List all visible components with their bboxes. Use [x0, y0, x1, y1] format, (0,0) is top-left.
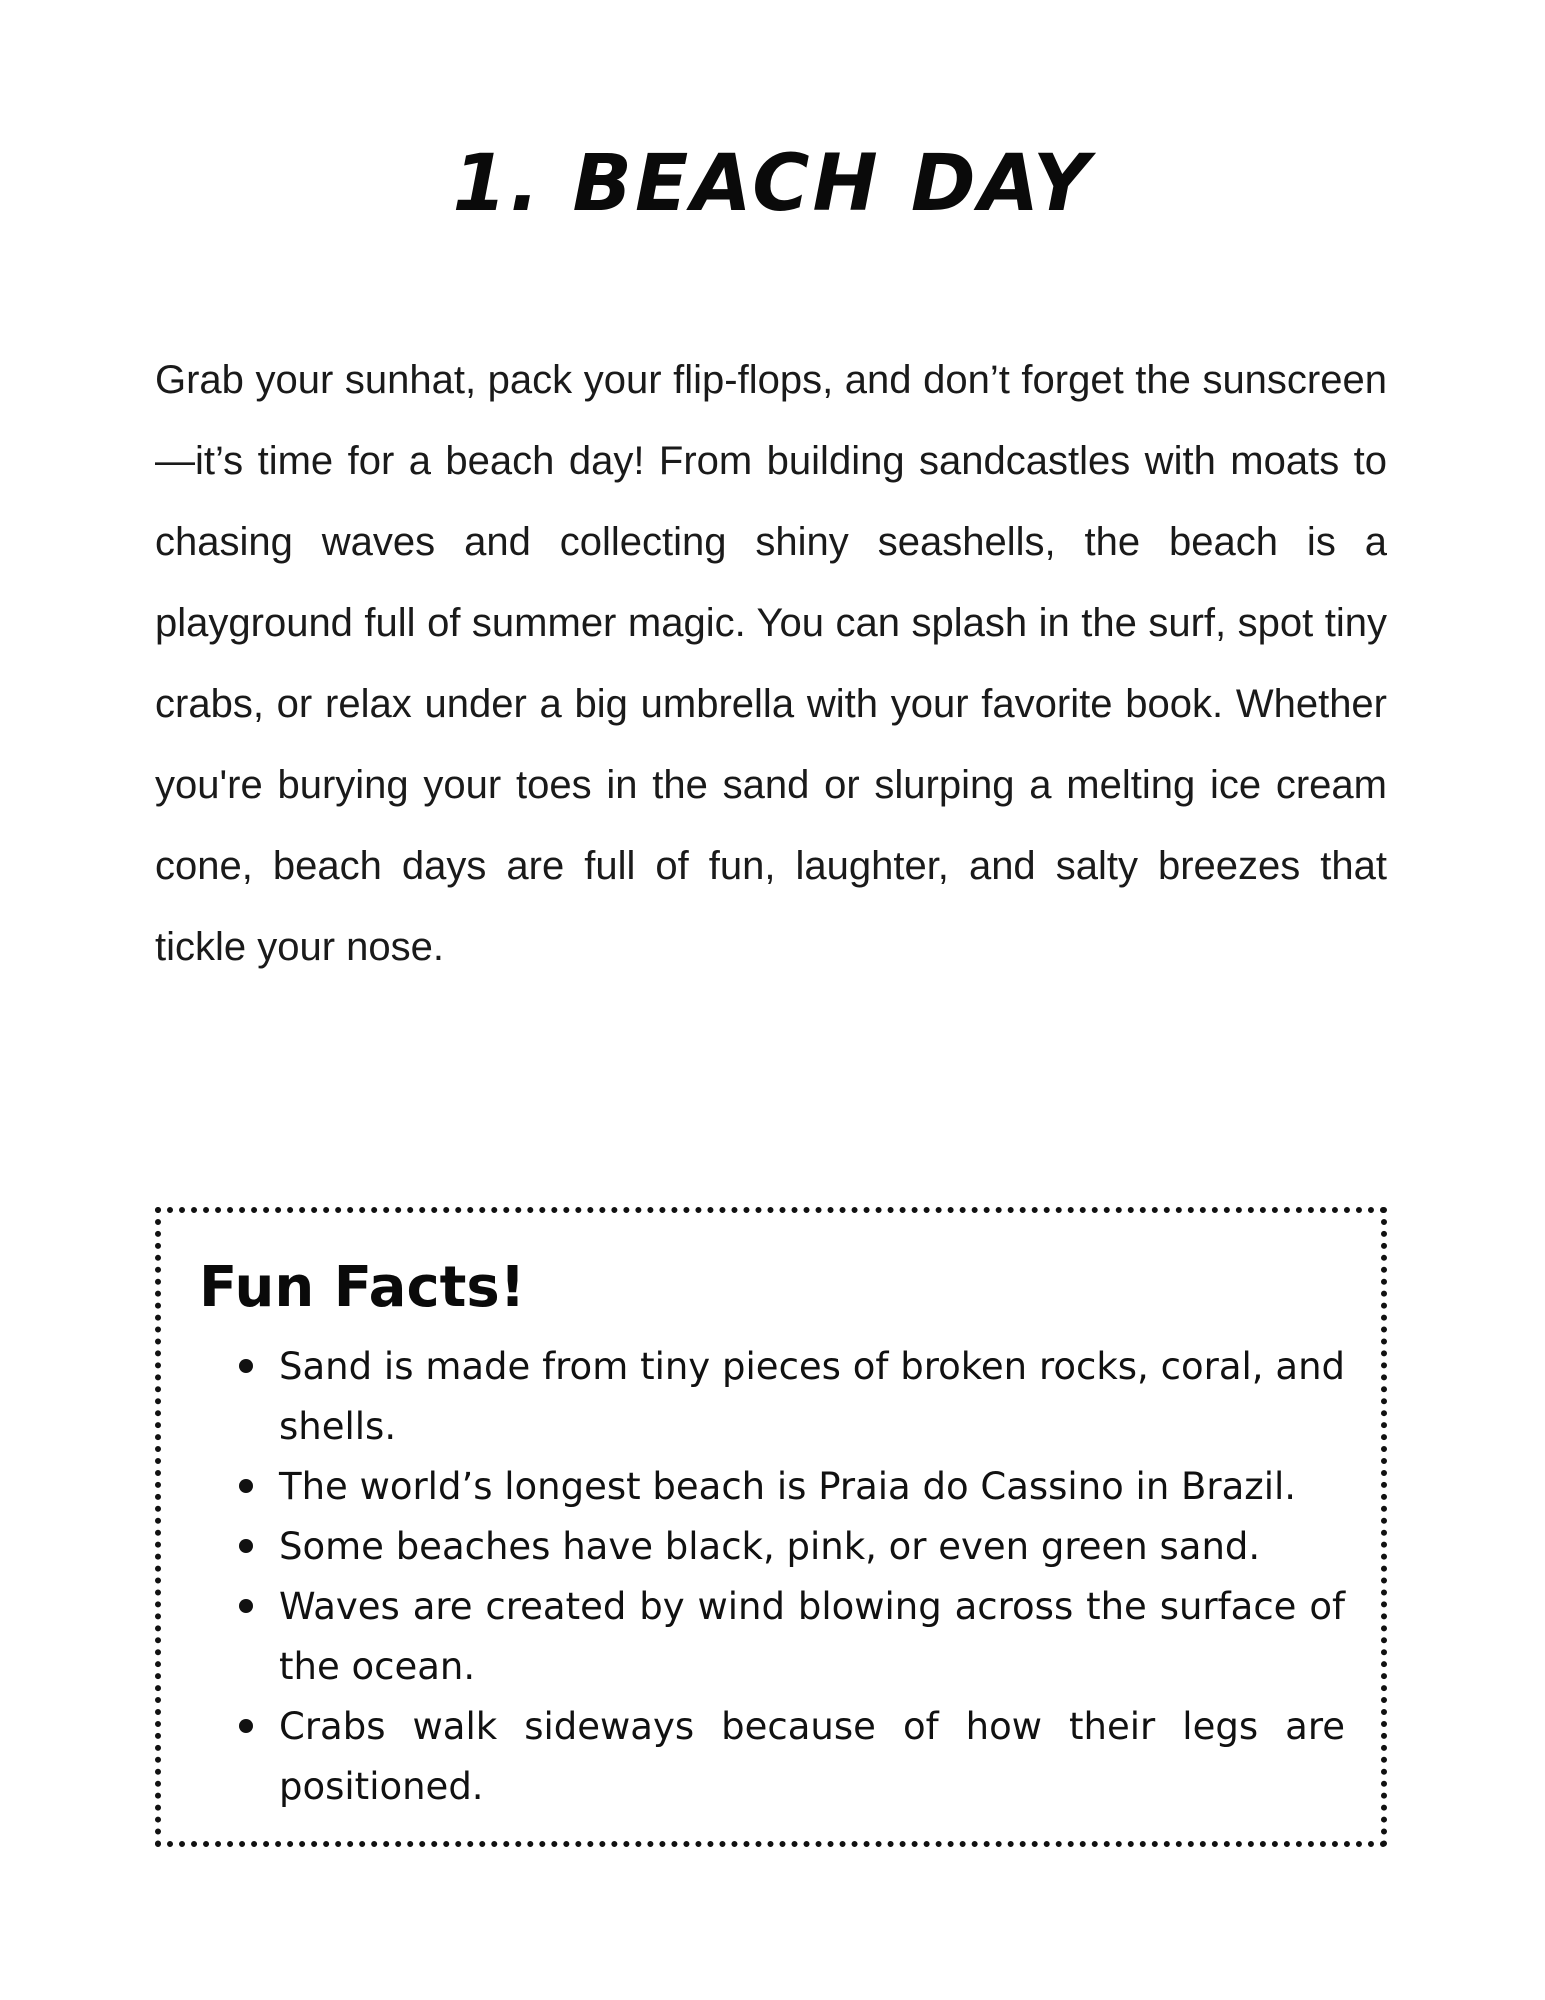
bullet-icon — [239, 1599, 253, 1613]
fun-fact-text: Waves are created by wind blowing across the surface of the ocean. — [279, 1585, 1345, 1688]
fun-fact-item — [279, 1517, 1345, 1577]
bullet-icon — [239, 1539, 253, 1553]
bullet-icon — [239, 1359, 253, 1373]
fun-facts-list — [199, 1337, 1345, 1817]
fun-fact-text: The world’s longest beach is Praia do Cassino in Brazil. — [279, 1465, 1297, 1508]
fun-fact-item — [279, 1697, 1345, 1817]
fun-fact-item — [279, 1337, 1345, 1457]
bullet-icon — [239, 1479, 253, 1493]
page-title: 1. BEACH DAY — [452, 139, 1093, 229]
bullet-icon — [239, 1719, 253, 1733]
fun-fact-item — [279, 1457, 1345, 1517]
fun-fact-item — [279, 1577, 1345, 1697]
fun-facts-heading: Fun Facts! — [199, 1255, 526, 1320]
fun-fact-text: Some beaches have black, pink, or even green sand. — [279, 1525, 1261, 1568]
fun-fact-text: Sand is made from tiny pieces of broken rocks, coral, and shells. — [279, 1345, 1345, 1448]
intro-paragraph: Grab your sunhat, pack your flip-flops, and don’t forget the sunscreen—it’s time for a beach day! From building sandcastles with moats to chasing waves and collecting shiny seashells, the beach is a playground full of summer magic. You can splash in the surf, spot tiny crabs, or relax under a big umbrella with your favorite book. Whether you're burying your toes in the sand or slurping a melting ice cream cone, beach days are full of fun, laughter, and salty breezes that tickle your nose. — [155, 358, 1387, 969]
fun-fact-text: Crabs walk sideways because of how their legs are positioned. — [279, 1705, 1345, 1808]
fun-facts-box — [155, 1207, 1387, 1847]
